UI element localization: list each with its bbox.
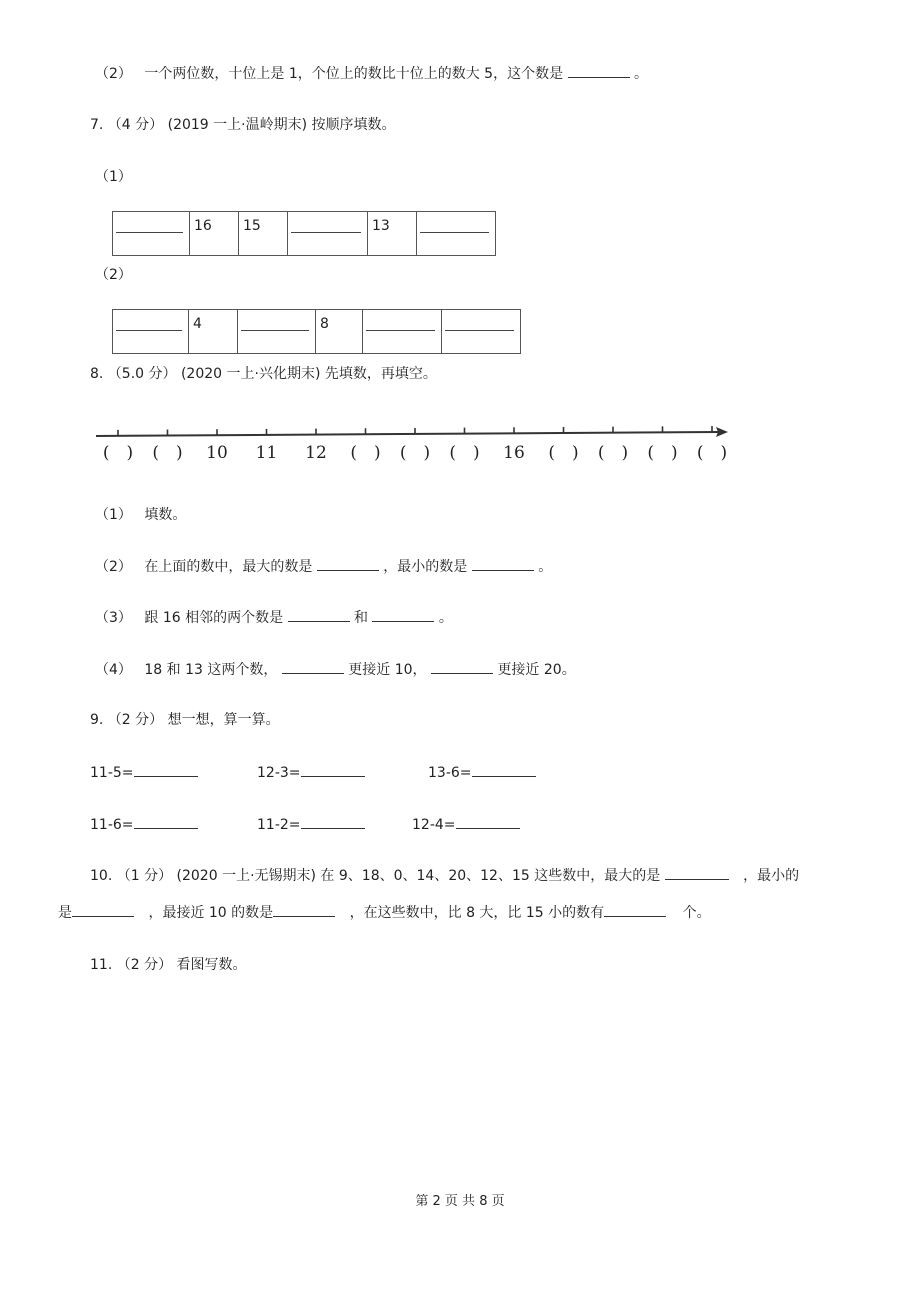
number-line — [92, 418, 737, 466]
q8-sub2-label: （2） — [95, 559, 132, 575]
q8-sub1-text: 填数。 — [144, 507, 187, 523]
q10-text-c: 是 — [58, 905, 72, 921]
q6-part2-text: 一个两位数，十位上是 1，个位上的数比十位上的数大 5，这个数是 — [144, 66, 564, 82]
q9-answer-blank[interactable] — [472, 762, 536, 777]
number-line-label[interactable]: ( ) — [597, 443, 629, 463]
q6-end: 。 — [634, 66, 648, 82]
q8-sub2-text-b: ，最小的数是 — [383, 559, 468, 575]
q8-sub4-text-a: 18 和 13 这两个数， — [144, 662, 278, 678]
number-line-label: 11 — [255, 443, 278, 463]
q8-sub3-label: （3） — [95, 610, 132, 626]
q8-sub4-label: （4） — [95, 662, 132, 678]
q8-sub2-blank-min[interactable] — [472, 556, 534, 571]
q7-part2-label: （2） — [95, 267, 132, 283]
number-line-label: 12 — [305, 443, 327, 463]
q9-expression: 12-4= — [412, 817, 456, 833]
q10-text-f: 个。 — [682, 905, 711, 921]
q7-row2-cell: 8 — [316, 310, 363, 354]
q8-sub3-end: 。 — [438, 610, 453, 626]
q8-heading: 8. （5.0 分） (2020 一上·兴化期末) 先填数，再填空。 — [90, 366, 437, 382]
q7-heading: 7. （4 分） (2019 一上·温岭期末) 按顺序填数。 — [90, 117, 396, 133]
number-line-label: 16 — [503, 443, 525, 463]
q10-blank-nearest[interactable] — [273, 902, 335, 917]
q8-sub4-blank-2[interactable] — [431, 659, 493, 674]
number-line-label[interactable]: ( ) — [548, 443, 579, 463]
q8-sub3-blank-1[interactable] — [288, 607, 350, 622]
q8-sub4-text-c: 更接近 20。 — [497, 662, 576, 678]
q9-answer-blank[interactable] — [134, 762, 198, 777]
number-line-axis — [96, 432, 718, 436]
page-footer: 第 2 页 共 8 页 — [415, 1194, 505, 1209]
q7-row1-cell[interactable] — [417, 212, 496, 256]
q9-answer-blank[interactable] — [134, 814, 198, 829]
number-line-label[interactable]: ( ) — [102, 443, 134, 463]
q6-answer-blank[interactable] — [568, 63, 630, 78]
q9-row1-item1 — [90, 762, 198, 783]
q8-sub2-end: 。 — [538, 559, 553, 575]
q9-heading: 9. （2 分） 想一想，算一算。 — [90, 712, 280, 728]
q8-sub3-blank-2[interactable] — [372, 607, 434, 622]
q7-row1-cell[interactable] — [288, 212, 368, 256]
q7-row1-cell: 15 — [239, 212, 288, 256]
q9-answer-blank[interactable] — [301, 762, 365, 777]
number-line-label[interactable]: ( ) — [696, 443, 728, 463]
number-line-label[interactable]: ( ) — [152, 443, 183, 463]
q7-sequence-table-1 — [112, 211, 496, 256]
q8-sub4-blank-1[interactable] — [282, 659, 344, 674]
q8-sub1-label: （1） — [95, 507, 132, 523]
q11-heading: 11. （2 分） 看图写数。 — [90, 957, 247, 973]
q10-blank-count[interactable] — [604, 902, 666, 917]
q9-row2-item2 — [257, 814, 365, 835]
q7-sequence-table-2 — [112, 309, 521, 354]
q8-sub3 — [95, 607, 453, 628]
q8-sub4 — [95, 659, 576, 680]
number-line-label[interactable]: ( ) — [350, 443, 381, 463]
q8-sub3-text-b: 和 — [354, 610, 368, 626]
q9-expression: 11-2= — [257, 817, 301, 833]
q6-part2-label: （2） — [95, 66, 132, 82]
q8-sub4-text-b: 更接近 10， — [348, 662, 427, 678]
q9-expression: 11-5= — [90, 765, 134, 781]
q9-expression: 11-6= — [90, 817, 134, 833]
q9-expression: 13-6= — [428, 765, 472, 781]
q8-sub2-text-a: 在上面的数中，最大的数是 — [144, 559, 313, 575]
q10-blank-max[interactable] — [665, 865, 729, 880]
q7-part1-label: （1） — [95, 169, 132, 185]
q10-text-e: ，在这些数中，比 8 大，比 15 小的数有 — [349, 905, 605, 921]
number-line-label: 10 — [206, 443, 228, 463]
q10-line1 — [90, 865, 799, 886]
q7-row1-cell: 16 — [190, 212, 239, 256]
q8-sub2 — [95, 556, 552, 577]
q10-line2 — [58, 902, 711, 923]
q8-sub3-text-a: 跟 16 相邻的两个数是 — [144, 610, 284, 626]
q9-answer-blank[interactable] — [301, 814, 365, 829]
q8-sub1 — [95, 505, 186, 525]
q10-text-d: ，最接近 10 的数是 — [148, 905, 274, 921]
q9-expression: 12-3= — [257, 765, 301, 781]
number-line-label[interactable]: ( ) — [449, 443, 480, 463]
q9-row1-item3 — [428, 762, 536, 783]
q7-row1-cell: 13 — [368, 212, 417, 256]
q9-answer-blank[interactable] — [456, 814, 520, 829]
q9-row2-item1 — [90, 814, 198, 835]
q9-row2-item3 — [412, 814, 520, 835]
q7-row2-cell[interactable] — [442, 310, 521, 354]
q10-text-b: ，最小的 — [743, 868, 800, 884]
q7-row2-cell[interactable] — [113, 310, 189, 354]
number-line-label[interactable]: ( ) — [647, 443, 678, 463]
number-line-label[interactable]: ( ) — [399, 443, 431, 463]
q6-part2 — [95, 63, 648, 84]
q9-row1-item2 — [257, 762, 365, 783]
q7-row1-cell[interactable] — [113, 212, 190, 256]
q7-row2-cell[interactable] — [363, 310, 442, 354]
q10-blank-min[interactable] — [72, 902, 134, 917]
q10-text-a: 10. （1 分） (2020 一上·无锡期末) 在 9、18、0、14、20、12、15 这些数中，最大的是 — [90, 868, 661, 884]
q8-sub2-blank-max[interactable] — [317, 556, 379, 571]
q7-row2-cell: 4 — [189, 310, 238, 354]
q7-row2-cell[interactable] — [238, 310, 316, 354]
